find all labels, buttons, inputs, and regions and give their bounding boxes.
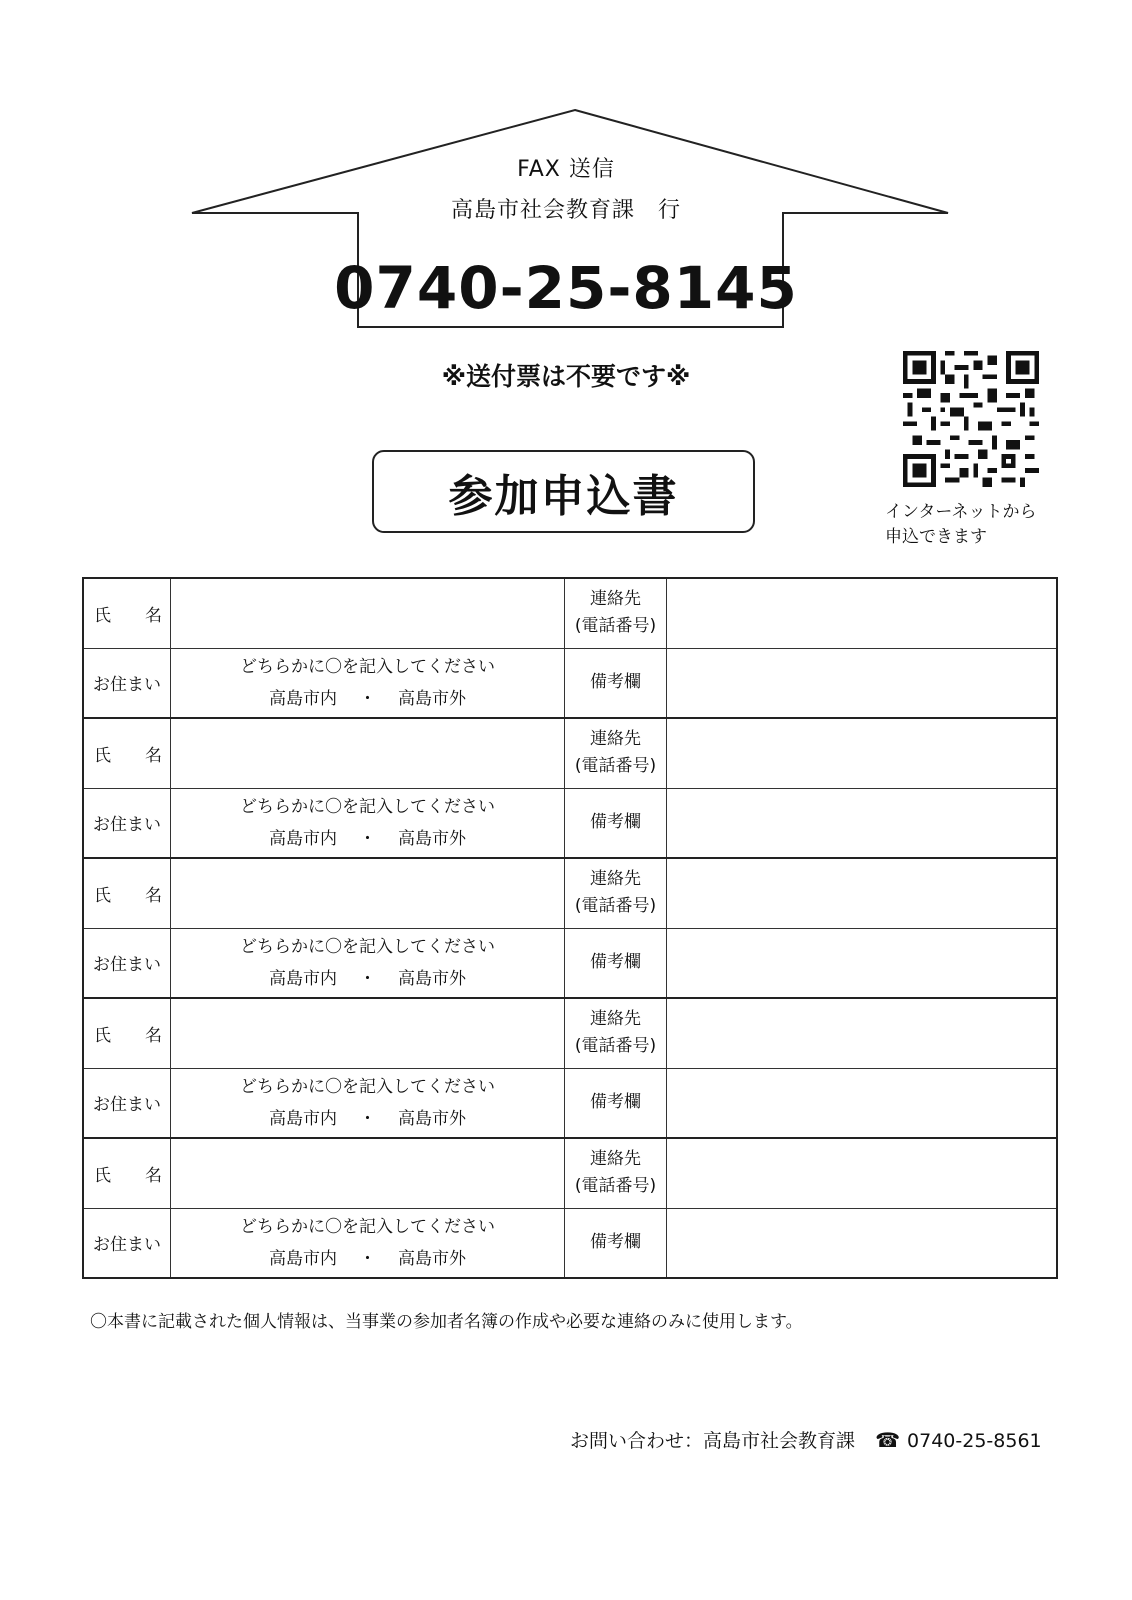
address-option-inside[interactable]: 高島市内 [269, 688, 337, 709]
name-label-b: 名 [145, 1165, 162, 1186]
name-field[interactable] [171, 1138, 565, 1208]
address-label: お住まい [83, 648, 171, 718]
name-label-cell [83, 998, 171, 1068]
page-title-text: 参加申込書 [448, 470, 679, 522]
contact-label-cell [565, 858, 667, 928]
name-label-cell [83, 578, 171, 648]
address-option-inside[interactable]: 高島市内 [269, 968, 337, 989]
address-option-inside[interactable]: 高島市内 [269, 828, 337, 849]
telephone-icon: ☎ [875, 1428, 901, 1452]
address-option-outside[interactable]: 高島市外 [398, 1248, 466, 1269]
remarks-field[interactable] [667, 928, 1058, 998]
name-field[interactable] [171, 998, 565, 1068]
entry-row-name [83, 1138, 1057, 1208]
address-label: お住まい [83, 788, 171, 858]
phone-field[interactable] [667, 578, 1058, 648]
phone-field[interactable] [667, 1138, 1058, 1208]
address-field[interactable] [171, 1208, 565, 1278]
address-separator: ・ [359, 828, 376, 849]
qr-caption [885, 500, 1036, 550]
phone-field[interactable] [667, 718, 1058, 788]
qr-code-icon[interactable] [903, 351, 1039, 487]
name-label-cell [83, 718, 171, 788]
address-option-inside[interactable]: 高島市内 [269, 1108, 337, 1129]
entry-row-name [83, 578, 1057, 648]
address-option-inside[interactable]: 高島市内 [269, 1248, 337, 1269]
entry-row-address [83, 1208, 1057, 1278]
privacy-note: 〇本書に記載された個人情報は、当事業の参加者名簿の作成や必要な連絡のみに使用します。 [90, 1312, 803, 1332]
address-option-outside[interactable]: 高島市外 [398, 688, 466, 709]
address-separator: ・ [359, 968, 376, 989]
contact-label-cell [565, 998, 667, 1068]
qr-caption-line1: インターネットから [885, 502, 1037, 522]
contact-label-line1: 連絡先 [590, 589, 641, 610]
name-label-a: 氏 [94, 1165, 111, 1186]
remarks-field[interactable] [667, 1208, 1058, 1278]
phone-field[interactable] [667, 998, 1058, 1068]
inquiry-label: お問い合わせ：高島市社会教育課 [570, 1430, 856, 1452]
fax-number: 0740-25-8145 [334, 254, 798, 322]
name-label-a: 氏 [94, 605, 111, 626]
name-label-a: 氏 [94, 1025, 111, 1046]
name-label-a: 氏 [94, 745, 111, 766]
contact-label-line2: (電話番号) [574, 896, 657, 917]
name-label-b: 名 [145, 605, 162, 626]
contact-label-line1: 連絡先 [590, 869, 641, 890]
address-label: お住まい [83, 1068, 171, 1138]
address-label: お住まい [83, 928, 171, 998]
name-field[interactable] [171, 858, 565, 928]
contact-label-cell [565, 718, 667, 788]
fax-label: FAX 送信 [517, 157, 615, 182]
address-instruction: どちらかに〇を記入してください [240, 1216, 495, 1237]
inquiry-line [570, 1426, 1042, 1453]
entry-row-address [83, 648, 1057, 718]
name-label-a: 氏 [94, 885, 111, 906]
remarks-label: 備考欄 [565, 1208, 667, 1278]
fax-recipient: 高島市社会教育課 行 [450, 198, 681, 223]
name-label-cell [83, 858, 171, 928]
entry-row-name [83, 858, 1057, 928]
application-form-table [82, 577, 1058, 1279]
address-field[interactable] [171, 1068, 565, 1138]
remarks-field[interactable] [667, 788, 1058, 858]
address-separator: ・ [359, 688, 376, 709]
address-field[interactable] [171, 788, 565, 858]
contact-label-cell [565, 1138, 667, 1208]
address-instruction: どちらかに〇を記入してください [240, 936, 495, 957]
contact-label-line1: 連絡先 [590, 1149, 641, 1170]
address-separator: ・ [359, 1248, 376, 1269]
address-option-outside[interactable]: 高島市外 [398, 968, 466, 989]
no-cover-sheet-note: ※送付票は不要です※ [441, 362, 691, 391]
contact-label-line2: (電話番号) [574, 1036, 657, 1057]
address-option-outside[interactable]: 高島市外 [398, 1108, 466, 1129]
name-field[interactable] [171, 718, 565, 788]
remarks-field[interactable] [667, 648, 1058, 718]
entry-row-address [83, 1068, 1057, 1138]
address-option-outside[interactable]: 高島市外 [398, 828, 466, 849]
address-instruction: どちらかに〇を記入してください [240, 656, 495, 677]
remarks-label: 備考欄 [565, 788, 667, 858]
contact-label-line2: (電話番号) [574, 1176, 657, 1197]
entry-row-name [83, 718, 1057, 788]
inquiry-phone: 0740-25-8561 [907, 1430, 1042, 1452]
phone-field[interactable] [667, 858, 1058, 928]
contact-label-line2: (電話番号) [574, 616, 657, 637]
address-instruction: どちらかに〇を記入してください [240, 1076, 495, 1097]
entry-row-address [83, 788, 1057, 858]
address-label: お住まい [83, 1208, 171, 1278]
contact-label-line1: 連絡先 [590, 729, 641, 750]
contact-label-line2: (電話番号) [574, 756, 657, 777]
address-instruction: どちらかに〇を記入してください [240, 796, 495, 817]
remarks-label: 備考欄 [565, 928, 667, 998]
remarks-field[interactable] [667, 1068, 1058, 1138]
contact-label-cell [565, 578, 667, 648]
contact-label-line1: 連絡先 [590, 1009, 641, 1030]
remarks-label: 備考欄 [565, 1068, 667, 1138]
name-field[interactable] [171, 578, 565, 648]
entry-row-name [83, 998, 1057, 1068]
address-field[interactable] [171, 648, 565, 718]
name-label-b: 名 [145, 1025, 162, 1046]
name-label-cell [83, 1138, 171, 1208]
address-separator: ・ [359, 1108, 376, 1129]
name-label-b: 名 [145, 745, 162, 766]
page-title [372, 450, 755, 533]
name-label-b: 名 [145, 885, 162, 906]
entry-row-address [83, 928, 1057, 998]
remarks-label: 備考欄 [565, 648, 667, 718]
qr-caption-line2: 申込できます [885, 527, 987, 547]
address-field[interactable] [171, 928, 565, 998]
